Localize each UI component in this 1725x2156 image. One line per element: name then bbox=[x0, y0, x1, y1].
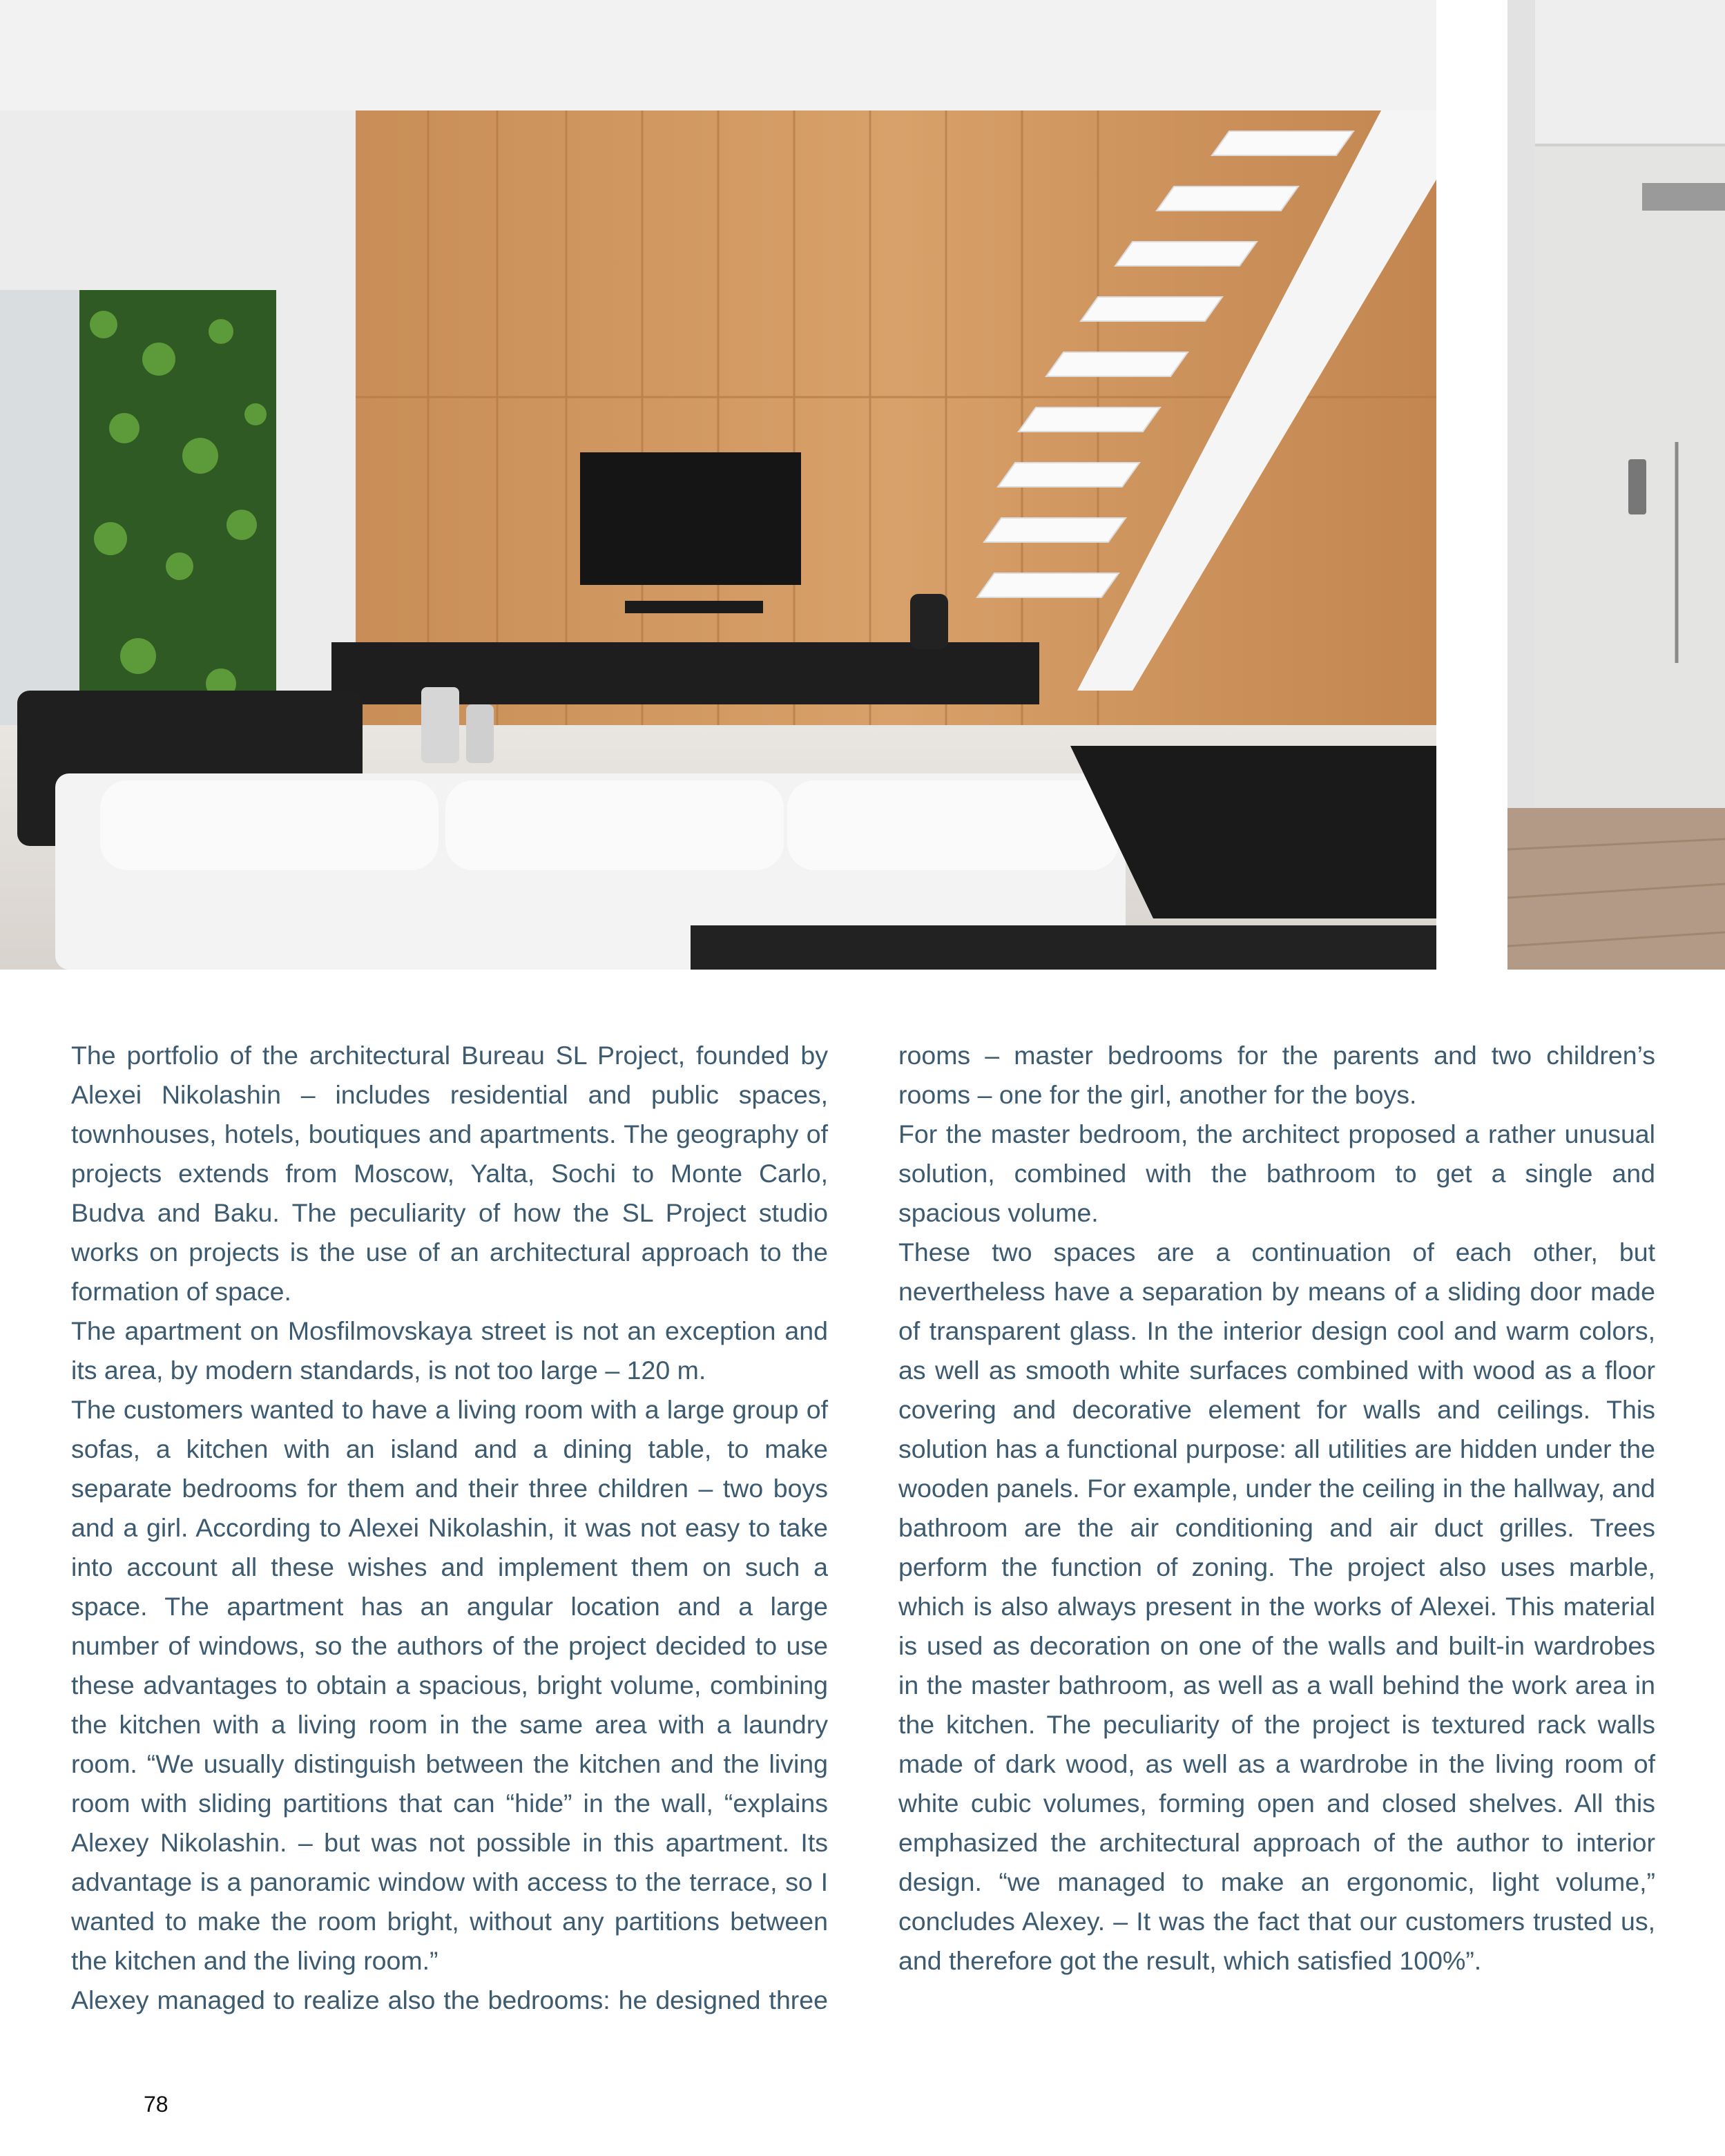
paragraph: rooms – master bedrooms for the parents and two children’s rooms – one for the girl, another for the boys. bbox=[898, 1041, 1655, 1109]
article-right-column bbox=[898, 1036, 1655, 1981]
paragraph: The portfolio of the architectural Bureau SL Project, founded by Alexei Nikolashin – includes residential and public spaces, townhouses, hotels, boutiques and apartments. The geography of projects extends from Moscow, Yalta, Sochi to Monte Carlo, Budva and Baku. The peculiarity of how the SL Project studio works on projects is the use of an architectural approach to the formation of space. bbox=[71, 1041, 828, 1306]
paragraph: The customers wanted to have a living room with a large group of sofas, a kitchen with an island and a dining table, to make separate bedrooms for them and their three children – two boys and a girl. According to Alexei Nikolashin, it was not easy to take into account all these wishes and implement them on such a space. The apartment has an angular location and a large number of windows, so the authors of the project decided to use these advantages to obtain a spacious, bright volume, combining the kitchen with a living room in the same area with a laundry room. “We usually distinguish between the kitchen and the living room with sliding partitions that can “hide” in the wall, “explains Alexey Nikolashin. – but was not possible in this apartment. Its advantage is a panoramic window with access to the terrace, so I wanted to make the room bright, without any partitions between the kitchen and the living room.” bbox=[71, 1395, 828, 1975]
photo-icon bbox=[1507, 0, 1725, 970]
paragraph: These two spaces are a continuation of each other, but nevertheless have a separation by means of a sliding door made of transparent glass. In the interior design cool and warm colors, as well as smooth white surfaces combined with wood as a floor covering and decorative element for walls and ceilings. This solution has a functional purpose: all utilities are hidden under the wooden panels. For example, under the ceiling in the hallway, and bathroom are the air conditioning and air duct grilles. Trees perform the function of zoning. The project also uses marble, which is also always present in the works of Alexei. This material is used as decoration on one of the walls and built-in wardrobes in the master bathroom, as well as a wall behind the work area in the kitchen. The peculiarity of the project is textured rack walls made of dark wood, as well as a wardrobe in the living room of white cubic volumes, forming open and closed shelves. All this emphasized the architectural approach of the author to interior design. “we managed to make an ergonomic, light volume,” concludes Alexey. – It was the fact that our customers trusted us, and therefore got the result, which satisfied 100%”. bbox=[898, 1238, 1655, 1975]
paragraph: Alexey managed to realize also the bedrooms: he designed three bbox=[71, 1985, 828, 2014]
article-left-column bbox=[71, 1036, 828, 2020]
paragraph: The apartment on Mosfilmovskaya street is not an exception and its area, by modern standards, is not too large – 120 m. bbox=[71, 1316, 828, 1385]
page-number: 78 bbox=[144, 2092, 168, 2117]
photo-icon bbox=[0, 0, 1436, 970]
paragraph: For the master bedroom, the architect proposed a rather unusual solution, combined with the bathroom to get a single and spacious volume. bbox=[898, 1119, 1655, 1227]
bathroom-photo bbox=[1507, 0, 1725, 970]
living-room-photo bbox=[0, 0, 1436, 970]
